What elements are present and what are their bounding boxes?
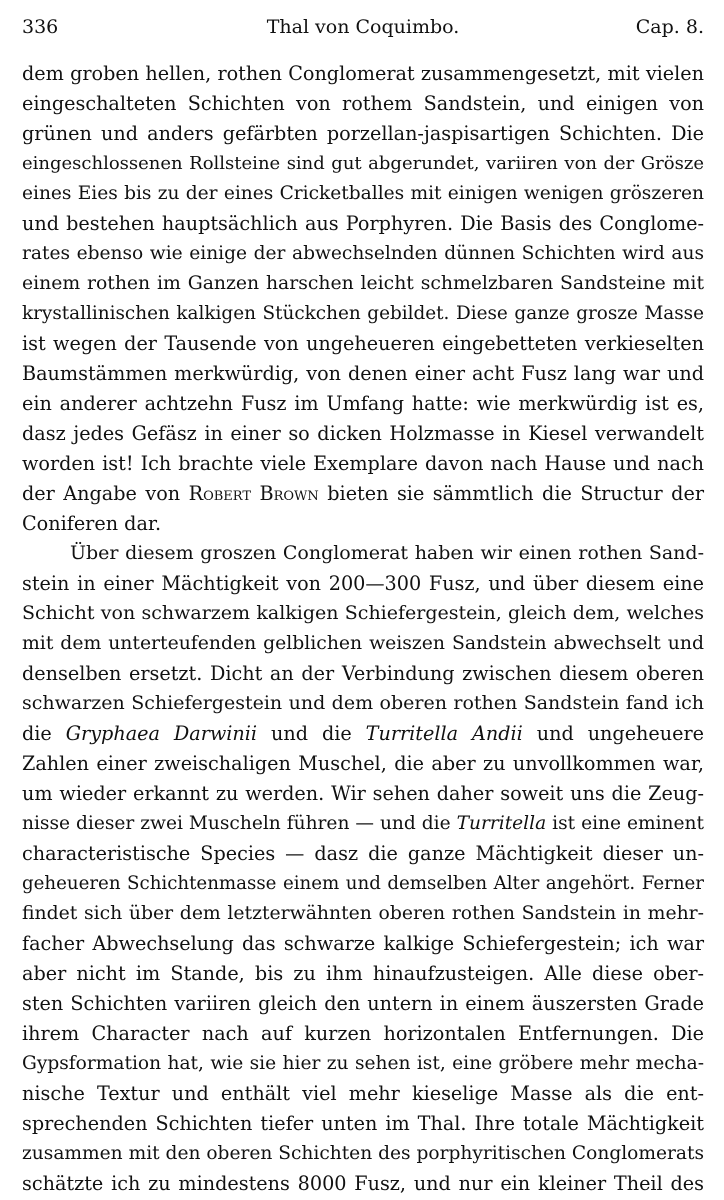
text-line: schätzte ich zu mindestens 8000 Fusz, und nur ein kleiner Theil des <box>22 1172 704 1195</box>
text-line: Über diesem groszen Conglomerat haben wir einen rothen Sand- <box>70 542 704 564</box>
text-line: ein anderer achtzehn Fusz im Umfang hatte: wie merkwürdig ist es, <box>22 392 704 415</box>
text-line <box>22 719 704 748</box>
text-run: der Angabe von <box>22 482 189 505</box>
text-line: dasz jedes Gefäsz in einer so dicken Holzmasse in Kiesel verwandelt <box>22 422 704 445</box>
text-run: nisse dieser zwei Muscheln führen — und die <box>22 813 457 834</box>
text-line: worden ist! Ich brachte viele Exemplare davon nach Hause und nach <box>22 452 704 475</box>
text-line: characteristische Species — dasz die ganze Mächtigkeit dieser un- <box>22 842 704 865</box>
text-line <box>22 479 704 508</box>
text-line: grünen und anders gefärbten porzellan-jaspisartigen Schichten. Die <box>22 122 704 145</box>
species-name: Turritella <box>456 813 547 834</box>
text-line: ist wegen der Tausende von ungeheueren eingebetteten verkieselten <box>22 332 704 355</box>
text-line <box>22 809 704 838</box>
text-run: die <box>22 722 66 745</box>
text-line: krystallinischen kalkigen Stückchen gebildet. Diese ganze grosze Masse <box>22 303 704 324</box>
text-line: eines Eies bis zu der eines Cricketballes mit einigen wenigen gröszeren <box>22 183 704 204</box>
chapter-label: Cap. 8. <box>635 16 704 38</box>
text-line: Coniferen dar. <box>22 512 162 535</box>
text-line: Gypsformation hat, wie sie hier zu sehen ist, eine gröbere mehr mecha- <box>22 1053 704 1074</box>
species-name: Gryphaea Darwinii <box>65 722 258 745</box>
text-line: mit dem unterteufenden gelblichen weiszen Sandstein abwechselt und <box>22 633 704 654</box>
text-line: eingeschalteten Schichten von rothem Sandstein, und einigen von <box>22 92 704 115</box>
text-line: zusammen mit den oberen Schichten des porphyritischen Conglomerats <box>22 1143 704 1164</box>
text-line: denselben ersetzt. Dicht an der Verbindung zwischen diesem oberen <box>22 662 704 685</box>
text-line: und bestehen hauptsächlich aus Porphyren. Die Basis des Conglome- <box>22 212 704 235</box>
species-name: Turritella Andii <box>365 722 523 745</box>
book-page <box>22 0 704 1200</box>
text-line: rates ebenso wie einige der abwechselnden dünnen Schichten wird aus <box>22 243 704 264</box>
text-line: aber nicht im Stande, bis zu ihm hinaufzusteigen. Alle diese ober- <box>22 962 704 985</box>
text-line: sten Schichten variiren gleich den untern in einem äuszersten Grade <box>22 992 704 1015</box>
text-run: und ungeheuere <box>522 722 704 745</box>
text-run: ist eine eminent <box>546 813 704 834</box>
text-run: bieten sie sämmtlich die Structur der <box>318 482 704 505</box>
text-line: Zahlen einer zweischaligen Muschel, die aber zu unvollkommen war, <box>22 752 704 775</box>
author-name: Robert Brown <box>188 482 319 505</box>
text-line: Baumstämmen merkwürdig, von denen einer acht Fusz lang war und <box>22 362 704 385</box>
text-line: dem groben hellen, rothen Conglomerat zusammengesetzt, mit vielen <box>22 62 704 85</box>
text-line: schwarzen Schiefergestein und dem oberen rothen Sandstein fand ich <box>22 692 704 714</box>
text-line: sprechenden Schichten tiefer unten im Thal. Ihre totale Mächtigkeit <box>22 1112 704 1135</box>
text-line: stein in einer Mächtigkeit von 200—300 Fusz, und über diesem eine <box>22 572 704 595</box>
text-line: geheueren Schichtenmasse einem und demselben Alter angehört. Ferner <box>22 873 704 894</box>
text-line: nische Textur und enthält viel mehr kieselige Masse als die ent- <box>22 1082 704 1105</box>
text-line: ihrem Character nach auf kurzen horizontalen Entfernungen. Die <box>22 1022 704 1045</box>
text-line: einem rothen im Ganzen harschen leicht schmelzbaren Sandsteine mit <box>22 273 704 294</box>
text-line: um wieder erkannt zu werden. Wir sehen daher soweit uns die Zeug- <box>22 782 704 805</box>
page-number: 336 <box>22 16 59 38</box>
text-run: und die <box>257 722 366 745</box>
running-title: Thal von Coquimbo. <box>266 16 460 38</box>
text-line: Schicht von schwarzem kalkigen Schiefergestein, gleich dem, welches <box>22 602 704 624</box>
text-line: findet sich über dem letzterwähnten oberen rothen Sandstein in mehr- <box>22 903 704 924</box>
text-line: facher Abwechselung das schwarze kalkige Schiefergestein; ich war <box>22 932 704 955</box>
page-header <box>22 16 704 44</box>
text-line: eingeschlossenen Rollsteine sind gut abgerundet, variiren von der Grösze <box>22 153 704 174</box>
